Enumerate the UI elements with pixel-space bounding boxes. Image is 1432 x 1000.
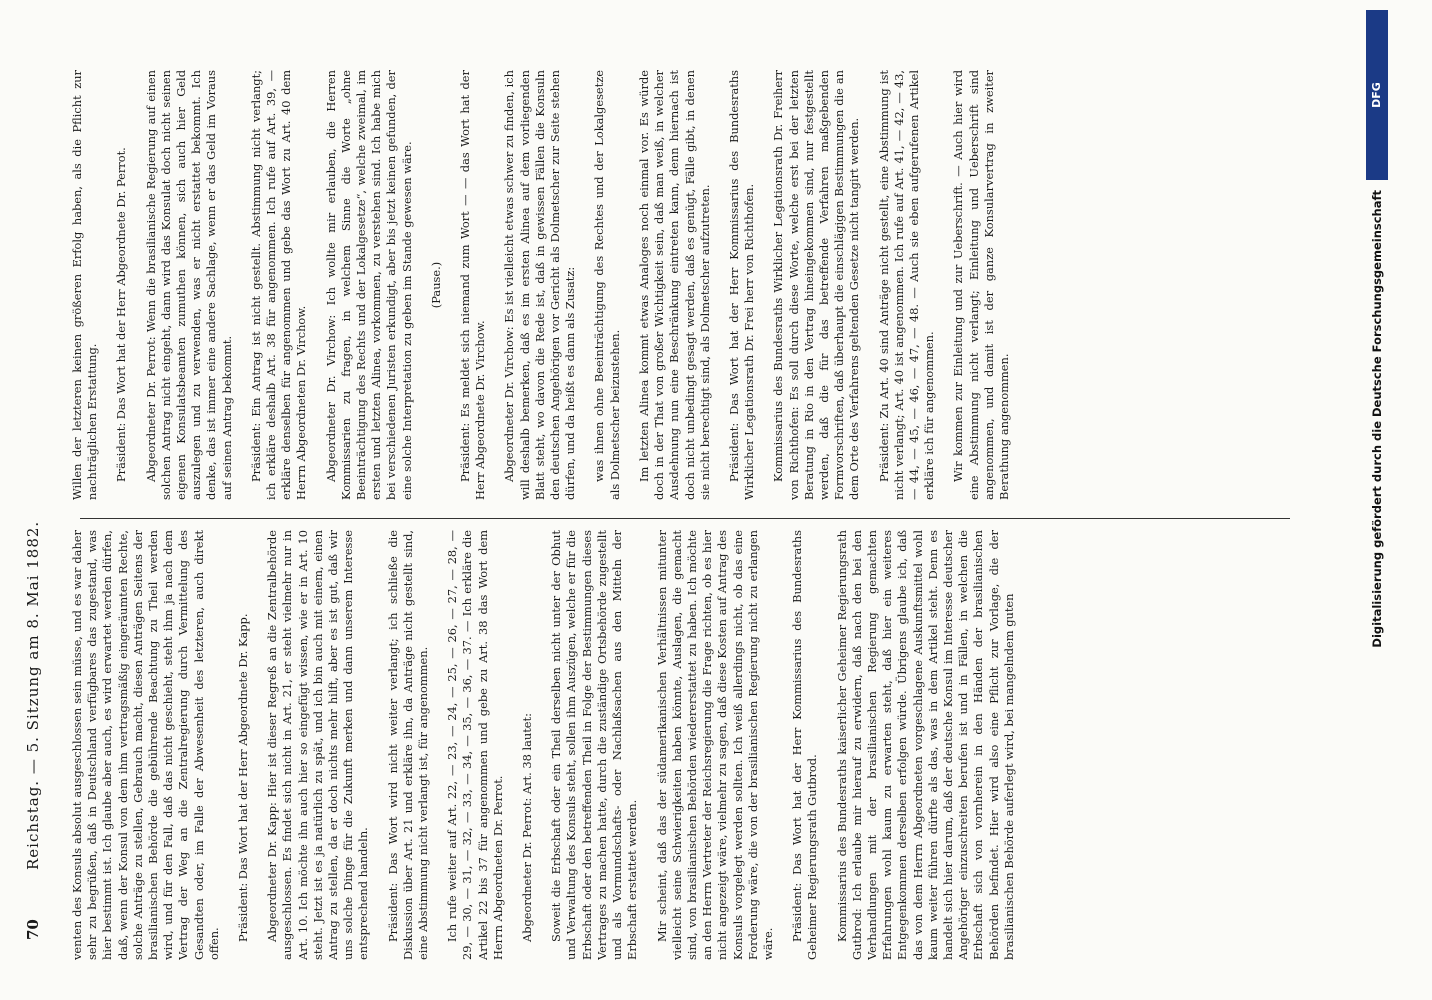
paragraph: Mir scheint, daß das der südamerikanischen Verhältnissen mitunter vielleicht seine Schwierigkeiten haben könnte, Auslagen, die gemacht sind, von brasilianischen Behörden wiedererstattet zu haben. Ich möchte an den Herrn Vertreter der Reichsregierung die Frage richten, ob es hier nicht angezeigt wäre, vielmehr zu sagen, daß diese Kosten auf Antrag des Konsuls vorgelegt werden sollten. Ich weiß allerdings nicht, ob das eine Forderung wäre, die von der brasilianischen Regierung nicht zu erlangen wäre. [654, 530, 775, 960]
paragraph: venten des Konsuls absolut ausgeschlossen sein müsse, und es war daher sehr zu begrüßen, daß in Deutschland verfügbares das zugestand, was hier bestimmt ist. Ich glaube aber auch, es wird erwartet werden dürfen, daß, wenn der Konsul von dem ihm vertragsmäßig eingeräumten Rechte, solche Anträge zu stellen, Gebrauch macht, diesen Anträgen Seitens der brasilianischen Behörde die gebührende Beachtung zu Theil werden wird, und für den Fall, daß das nicht geschieht, steht ihm ja nach dem Vertrag der Weg an die Zentralregierung durch Vermittelung des Gesandten oder, im Falle der Abwesenheit des letzteren, auch direkt offen. [70, 530, 221, 960]
paragraph: Ich rufe weiter auf Art. 22, — 23, — 24, — 25, — 26, — 27, — 28, — 29, — 30, — 31, — 32, — 33, — 34, — 35, — 36, — 37. — Ich erkläre die Artikel 22 bis 37 für angenommen und gebe zu Art. 38 das Wort dem Herrn Abgeordneten Dr. Perrot. [445, 530, 505, 960]
paragraph: Präsident: Ein Antrag ist nicht gestellt. Abstimmung nicht verlangt; ich erkläre deshalb Art. 38 für angenommen. Ich rufe auf Art. 39, — erkläre denselben für angenommen und gebe das Wort zu Art. 40 dem Herrn Abgeordneten Dr. Virchow. [248, 70, 309, 500]
paragraph: Präsident: Das Wort hat der Herr Abgeordnete Dr. Perrot. [114, 147, 129, 482]
column-divider [80, 518, 1290, 519]
page-header [20, 60, 50, 940]
paragraph: Abgeordneter Dr. Kapp: Hier ist dieser Regreß an die Zentralbehörde ausgeschlossen. Es findet sich nicht in Art. 21, er steht vielmehr nur in Art. 10. Ich möchte ihn auch hier so eingefügt wissen, wie er in Art. 10 steht. Jetzt ist es ja natürlich zu spät, und ich bin auch mit einem, einen Antrag zu stellen, da er doch nichts mehr hilft, aber es ist gut, daß wir uns solche Dinge für die Zukunft merken und dann unserem Interesse entsprechend handeln. [265, 530, 371, 960]
paragraph: Präsident: Das Wort wird nicht weiter verlangt; ich schließe die Diskussion über Art. 21 und erkläre ihn, da Anträge nicht gestellt sind, eine Abstimmung nicht verlangt ist, für angenommen. [385, 530, 431, 960]
paragraph: Abgeordneter Dr. Perrot: Art. 38 lautet: [520, 713, 535, 942]
page-number: 70 [24, 919, 42, 940]
paragraph: Im letzten Alinea kommt etwas Analoges noch einmal vor. Es würde doch in der That von großer Wichtigkeit sein, daß man weiß, in welcher Ausdehnung nun eine Beschränkung eintreten kann, denn hiernach ist doch nicht unbedingt gesagt werden, daß es genügt, Fälle gibt, in denen sie nicht berechtigt sind, als Dolmetscher aufzutreten. [636, 70, 712, 500]
paragraph: Kommissarius des Bundesraths kaiserlicher Geheimer Regierungsrath Gutbrod: Ich erlaube mir hierauf zu erwidern, daß nach den bei den Verhandlungen mit der brasilianischen Regierung gemachten Erfahrungen wohl kaum zu erwarten steht, daß hier ein weiteres Entgegenkommen derselben erfolgen würde. Übrigens glaube ich, daß das von dem Herrn Abgeordneten vorgeschlagene Auskunftsmittel wohl kaum weiter führen dürfte als das, was in dem Artikel steht. Denn es handelt sich hier darum, daß der deutsche Konsul im Interesse deutscher Angehöriger einzuschreiten berufen ist und in Fällen, in welchen die Erbschaft sich von vornherein in den Händen der brasilianischen Behörden befindet. Hier wird also eine Pflicht zur Vorlage, die der brasilianischen Behörde auferlegt wird, bei mangelndem guten [834, 530, 1016, 960]
right-column [70, 70, 1300, 500]
paragraph: Abgeordneter Dr. Perrot: Wenn die brasilianische Regierung auf einen solchen Antrag nicht eingeht, dann wird das Konsulat doch nicht seinen eigenen Konsulatsbeamten zumuthen können, sich auch hier Geld auszulegen und zu verwenden, was er nicht erstattet bekommt. Ich denke, das ist immer eine andere Sachlage, wenn er das Geld im Voraus auf seinen Antrag bekommt. [143, 70, 234, 500]
paragraph: Abgeordneter Dr. Virchow: Es ist vielleicht etwas schwer zu finden, ich will deshalb bemerken, daß es im ersten Alinea auf dem vorliegenden Blatt steht, wo davon die Rede ist, daß in gewissen Fällen die Konsuln den deutschen Angehörigen vor Gericht als Dolmetscher zur Seite stehen dürfen, und da heißt es dann als Zusatz: [502, 70, 578, 500]
running-title: Reichstag. — 5. Sitzung am 8. Mai 1882. [24, 520, 42, 870]
paragraph: Wir kommen zur Einleitung und zur Ueberschrift. — Auch hier wird eine Abstimmung nicht verlangt; Einleitung und Ueberschrift sind angenommen, und damit ist der ganze Konsularvertrag in zweiter Berathung angenommen. [951, 70, 1011, 500]
paragraph: Abgeordneter Dr. Virchow: Ich wollte mir erlauben, die Herren Kommissarien zu fragen, in welchem Sinne die Worte „ohne Beeinträchtigung des Rechts und der Lokalgesetze“, welche zweimal, im ersten und letzten Alinea, vorkommen, zu verstehen sind. Ich habe mich bei verschiedenen Juristen erkundigt, aber bis jetzt keinen gefunden, der eine solche Interpretation zu geben im Stande gewesen wäre. [323, 70, 414, 500]
quoted-article: Soweit die Erbschaft oder ein Theil derselben nicht unter der Obhut und Verwaltung des Konsuls steht, sollen ihm Auszügen, welche er für die Erbschaft oder den betreffenden Theil in Folge der Bestimmungen dieses Vertrages zu machen hatte, durch die zuständige Ortsbehörde zugestellt und als Vormundschafts- oder Nachlaßsachen aus den Mitteln der Erbschaft erstattet werden. [549, 530, 640, 960]
dfg-logo: DFG [1366, 10, 1388, 180]
paragraph: Präsident: Zu Art. 40 sind Anträge nicht gestellt, eine Abstimmung ist nicht verlangt; Art. 40 ist angenommen. Ich rufe auf Art. 41, — 42, — 43, — 44, — 45, — 46, — 47, — 48. — Auch sie eben aufgerufenen Artikel erkläre ich für angenommen. [876, 70, 937, 500]
paragraph: Willen der letzteren keinen größeren Erfolg haben, als die Pflicht zur nachträglichen Erstattung. [70, 70, 100, 500]
left-column [70, 530, 1300, 960]
digitization-credit: Digitalisierung gefördert durch die Deutsche Forschungsgemeinschaft [1370, 190, 1384, 648]
paragraph: Präsident: Das Wort hat der Herr Abgeordnete Dr. Kapp. [236, 613, 251, 942]
paragraph: Präsident: Das Wort hat der Herr Kommissarius des Bundesraths Geheimer Regierungsrath Gutbrod. [790, 530, 820, 960]
pause-note: (Pause.) [428, 261, 443, 309]
paragraph: Präsident: Das Wort hat der Herr Kommissarius des Bundesraths Wirklicher Legationsrath Dr. Frei herr von Richthofen. [726, 70, 757, 500]
paragraph: Präsident: Es meldet sich niemand zum Wort — — das Wort hat der Herr Abgeordnete Dr. Virchow. [458, 70, 488, 500]
paragraph: Kommissarius des Bundesraths Wirklicher Legationsrath Dr. Freiherr von Richthofen: Es soll durch diese Worte, welche erst bei der letzten Beratung in Rio in den Vertrag hineingekommen sind, nur festgestellt werden, daß die für das betreffende Verfahren maßgebenden Formvorschriften, daß überhaupt die einschlägigen Bestimmungen die an dem Orte des Verfahrens geltenden Gesetze nicht tangirt werden. [771, 70, 862, 500]
quoted-clause: was ihnen ohne Beeinträchtigung des Rechtes und der Lokalgesetze als Dolmetscher beizustehen. [592, 70, 622, 500]
